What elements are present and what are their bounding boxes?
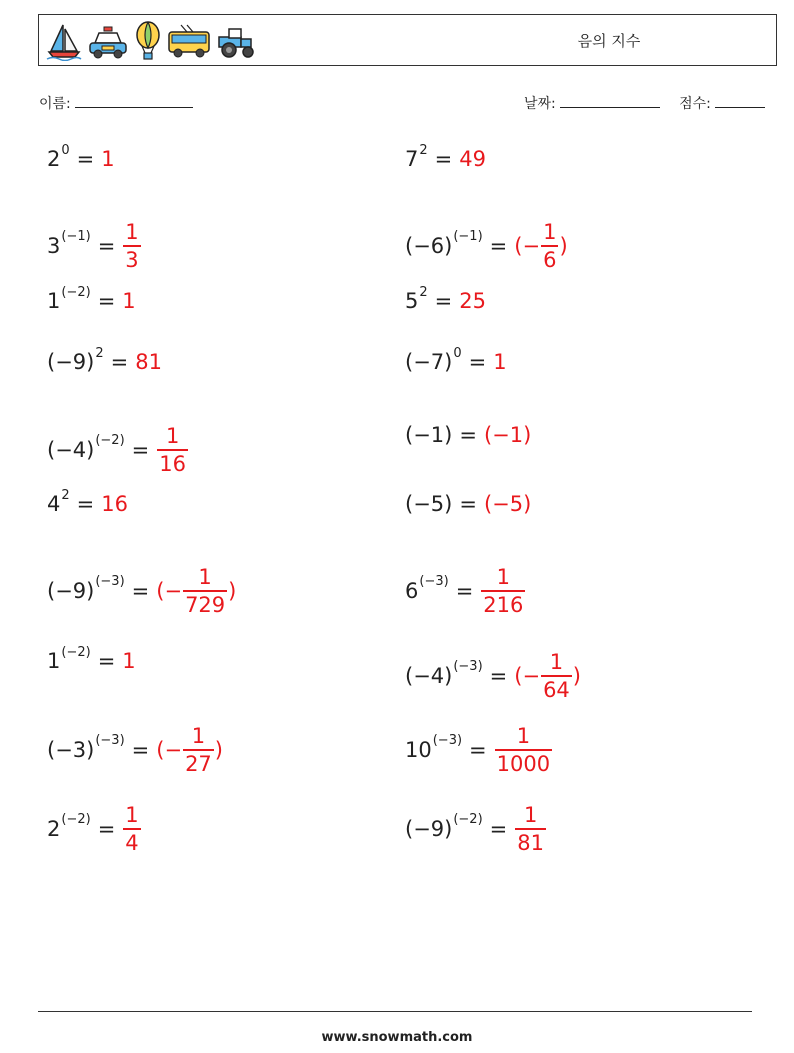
fraction-numerator: 1 <box>165 424 180 448</box>
problem-item <box>405 649 581 703</box>
equals-sign: = <box>455 578 474 603</box>
answer-fraction <box>183 564 227 618</box>
equals-sign: = <box>76 492 95 516</box>
score-blank <box>715 93 765 108</box>
hot-air-balloon-icon <box>133 20 163 62</box>
date-label: 날짜: <box>524 96 556 112</box>
problem-base: 6 <box>405 578 419 603</box>
problem-base: 2 <box>47 147 61 171</box>
problem-exponent: (−3) <box>419 574 449 590</box>
answer: (−5) <box>483 492 532 516</box>
problem-base: 3 <box>47 233 61 258</box>
equals-sign: = <box>76 147 95 171</box>
fraction-denominator: 3 <box>125 247 139 272</box>
problem-exponent: 2 <box>61 487 70 503</box>
answer-open: (− <box>514 233 541 258</box>
problem-item <box>47 219 142 273</box>
problem-base: 10 <box>405 737 432 762</box>
answer-fraction <box>123 802 140 856</box>
problem-base: 4 <box>47 492 61 516</box>
problem-base: (−9) <box>405 816 453 841</box>
answer <box>514 802 547 856</box>
fraction-numerator: 1 <box>543 220 557 244</box>
fraction-numerator: 1 <box>191 724 206 748</box>
fraction-numerator: 1 <box>523 803 538 827</box>
answer-close: ) <box>559 233 568 258</box>
problem-item <box>47 564 236 618</box>
answer-close: ) <box>572 663 581 688</box>
fraction-denominator: 729 <box>185 592 226 617</box>
tractor-icon <box>215 21 257 61</box>
problem-exponent: (−2) <box>61 284 91 300</box>
problem-exponent: 2 <box>419 142 428 158</box>
answer <box>156 723 223 777</box>
problem-base: (−3) <box>47 737 95 762</box>
equals-sign: = <box>97 816 116 841</box>
equals-sign: = <box>131 437 150 462</box>
answer <box>156 564 236 618</box>
problem-exponent: 0 <box>453 345 462 361</box>
problem-item <box>47 423 189 477</box>
equals-sign: = <box>97 233 116 258</box>
problem-exponent: (−2) <box>453 812 483 828</box>
equals-sign: = <box>489 816 508 841</box>
problem-base: (−4) <box>47 437 95 462</box>
equals-sign: = <box>110 350 129 374</box>
problem-item <box>47 644 136 673</box>
answer-fraction <box>541 219 558 273</box>
problem-item <box>47 723 223 777</box>
problem-item <box>47 284 136 313</box>
problem-base: 7 <box>405 147 419 171</box>
equals-sign: = <box>489 663 508 688</box>
answer: 1 <box>122 289 136 313</box>
problem-exponent: (−3) <box>95 574 125 590</box>
problem-base: (−5) <box>405 492 453 516</box>
problem-item <box>47 345 162 374</box>
fraction-numerator: 1 <box>198 565 212 589</box>
name-blank <box>75 93 193 108</box>
problem-item <box>405 564 526 618</box>
answer: 81 <box>135 350 162 374</box>
answer-fraction <box>481 564 525 618</box>
footer-divider <box>38 1011 752 1012</box>
answer-fraction <box>123 219 140 273</box>
fraction-denominator: 6 <box>543 247 557 272</box>
equals-sign: = <box>459 423 477 447</box>
problem-base: (−1) <box>405 423 453 447</box>
equals-sign: = <box>434 147 453 171</box>
answer: 1 <box>101 147 115 171</box>
problem-base: 2 <box>47 816 61 841</box>
problem-item <box>405 142 486 171</box>
problem-item <box>405 723 553 777</box>
problem-exponent: (−3) <box>453 659 483 675</box>
equals-sign: = <box>459 492 477 516</box>
bus-icon <box>167 21 211 61</box>
answer-open: (− <box>156 578 183 603</box>
equals-sign: = <box>97 289 116 313</box>
problem-item <box>405 423 531 447</box>
fraction-numerator: 1 <box>496 565 511 589</box>
fraction-denominator: 16 <box>159 451 186 476</box>
answer <box>494 723 553 777</box>
fraction-denominator: 27 <box>185 751 212 776</box>
sailboat-icon <box>45 21 83 61</box>
problem-item <box>405 802 547 856</box>
police-car-icon <box>87 21 129 61</box>
problem-exponent: (−2) <box>61 812 91 828</box>
answer-fraction <box>515 802 546 856</box>
date-blank <box>560 93 660 108</box>
answer <box>514 649 581 703</box>
fraction-numerator: 1 <box>549 650 564 674</box>
answer-fraction <box>541 649 572 703</box>
name-field <box>39 93 193 113</box>
name-label: 이름: <box>39 96 71 112</box>
problem-item <box>47 142 115 171</box>
problem-exponent: 2 <box>95 345 104 361</box>
fraction-numerator: 1 <box>516 724 531 748</box>
answer-close: ) <box>228 578 237 603</box>
answer: 25 <box>459 289 486 313</box>
answer: 1 <box>122 649 136 673</box>
problem-base: 1 <box>47 649 61 673</box>
equals-sign: = <box>469 737 487 762</box>
header-icons <box>45 19 257 63</box>
problem-exponent: (−2) <box>61 644 91 660</box>
problem-exponent: (−2) <box>95 433 125 449</box>
answer-fraction <box>157 423 188 477</box>
answer: 49 <box>459 147 486 171</box>
problem-item <box>405 492 531 516</box>
problem-exponent: (−1) <box>61 229 91 245</box>
problem-item <box>405 345 507 374</box>
problem-base: 1 <box>47 289 61 313</box>
worksheet-header <box>38 14 777 66</box>
score-label: 점수: <box>679 96 711 112</box>
fraction-numerator: 1 <box>125 803 139 827</box>
equals-sign: = <box>131 737 150 762</box>
problem-exponent: (−1) <box>453 229 483 245</box>
problem-base: 5 <box>405 289 419 313</box>
fraction-denominator: 81 <box>517 830 544 855</box>
answer-open: (− <box>156 737 183 762</box>
problem-item <box>47 802 142 856</box>
problem-base: (−9) <box>47 350 95 374</box>
problem-base: (−9) <box>47 578 95 603</box>
fraction-denominator: 4 <box>125 830 139 855</box>
fraction-denominator: 1000 <box>496 751 551 776</box>
answer <box>122 802 141 856</box>
fraction-denominator: 64 <box>543 677 570 702</box>
equals-sign: = <box>489 233 508 258</box>
answer <box>480 564 526 618</box>
answer: (−1) <box>483 423 532 447</box>
equals-sign: = <box>131 578 150 603</box>
problem-exponent: (−3) <box>95 733 125 749</box>
fraction-numerator: 1 <box>125 220 139 244</box>
problem-item <box>405 219 568 273</box>
problem-base: (−6) <box>405 233 453 258</box>
answer <box>122 219 141 273</box>
footer-url: www.snowmath.com <box>321 1030 473 1045</box>
answer-fraction <box>183 723 214 777</box>
equals-sign: = <box>97 649 116 673</box>
answer-open: (− <box>514 663 541 688</box>
problem-base: (−4) <box>405 663 453 688</box>
problem-exponent: 2 <box>419 284 428 300</box>
answer <box>156 423 189 477</box>
answer-close: ) <box>214 737 223 762</box>
fraction-denominator: 216 <box>483 592 524 617</box>
problem-item <box>47 487 128 516</box>
problem-exponent: 0 <box>61 142 70 158</box>
problem-item <box>405 284 486 313</box>
equals-sign: = <box>434 289 453 313</box>
answer: 16 <box>101 492 128 516</box>
answer <box>514 219 567 273</box>
answer-fraction <box>495 723 552 777</box>
page-title: 음의 지수 <box>577 32 641 50</box>
date-score-fields <box>524 93 765 113</box>
problem-exponent: (−3) <box>432 733 463 749</box>
answer: 1 <box>493 350 507 374</box>
problem-base: (−7) <box>405 350 453 374</box>
equals-sign: = <box>468 350 487 374</box>
